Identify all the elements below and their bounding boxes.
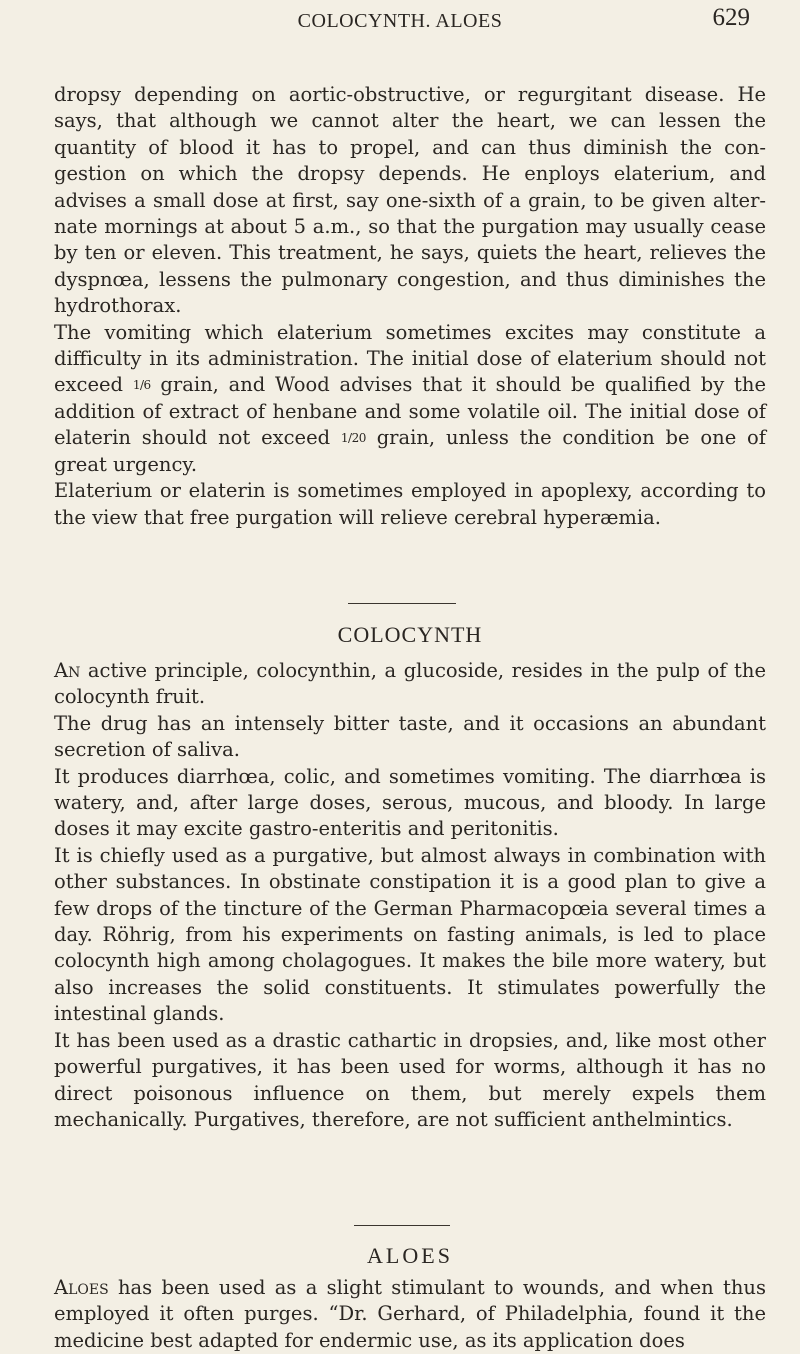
paragraph: Elaterium or elaterin is sometimes employed in apoplexy, according to the view that free purgation will relieve cerebral hyperæmia.	[54, 479, 766, 529]
lead-word: An	[54, 659, 81, 682]
paragraph: It produces diarrhœa, colic, and sometimes vomiting. The diarrhœa is watery, and, after large doses, serous, mucous, and bloody. In large doses it may excite gastro-enteritis and peritonitis.	[54, 764, 766, 841]
paragraph: The drug has an intensely bitter taste, and it occasions an abundant secretion of saliva.	[54, 711, 766, 762]
page-number: 629	[712, 4, 750, 31]
paragraph: It is chiefly used as a purgative, but almost always in combination with other substances. In obstinate constipation it is a good plan to give a few drops of the tincture of the German Pharmacopœia several times a day. Röhrig, from his experiments on fasting animals, is led to place colocynth high among cholagogues. It makes the bile more watery, but also increases the solid constituents. It stimulates powerfully the intestinal glands.	[54, 843, 766, 1026]
section-heading: COLOCYNTH	[337, 622, 483, 647]
paragraph-text: grain, unless the condition be one of great urgency.	[54, 426, 767, 476]
page-header	[0, 4, 800, 44]
running-head: COLOCYNTH. ALOES	[297, 10, 503, 32]
paragraph	[54, 658, 766, 711]
lead-word: Aloes	[54, 1276, 109, 1299]
colocynth-section	[54, 622, 766, 1133]
paragraph-text: active principle, colocynthin, a glucoside, resides in the pulp of the colocynth fruit.	[54, 659, 766, 709]
aloes-section	[54, 1243, 766, 1354]
section-divider	[348, 603, 456, 604]
paragraph	[54, 1275, 766, 1354]
paragraph-text: grain, and Wood advises that it should be qualified by the addition of extract of henbane and some volatile oil. The initial dose of elaterin should not exceed	[54, 373, 766, 450]
fraction-one-sixth: 1/6	[132, 378, 151, 393]
paragraph	[54, 320, 766, 478]
paragraph-text: has been used as a slight stimulant to wounds, and when thus employed it often purges. “Dr. Gerhard, of Philadelphia, found it the medicine best adapted for endermic use, as its application does	[54, 1276, 766, 1352]
elaterium-section-continued	[54, 82, 766, 531]
fraction-one-twentieth: 1/20	[340, 431, 366, 446]
section-heading: ALOES	[367, 1243, 453, 1268]
paragraph-text: The vomiting which elaterium sometimes excites may constitute a difficulty in its administration. The initial dose of elaterium should not exceed	[54, 320, 766, 397]
paragraph: dropsy depending on aortic-obstructive, or regurgitant disease. He says, that although we cannot alter the heart, we can lessen the quantity of blood it has to propel, and can thus diminish the con- gestion on which the dropsy depends. He enploys elaterium, and advises a small dose at first, say one-sixth of a grain, to be given alter- nate mornings at about 5 a.m., so that the purgation may usually cease by ten or eleven. This treatment, he says, quiets the heart, relieves the dyspnœa, lessens the pulmonary congestion, and thus diminishes the hydrothorax.	[54, 83, 766, 318]
section-divider	[354, 1225, 450, 1226]
paragraph: It has been used as a drastic cathartic in dropsies, and, like most other powerful purgatives, it has been used for worms, although it has no direct poisonous influence on them, but merely expels them mechanically. Purgatives, therefore, are not sufficient anthelmintics.	[54, 1028, 766, 1131]
